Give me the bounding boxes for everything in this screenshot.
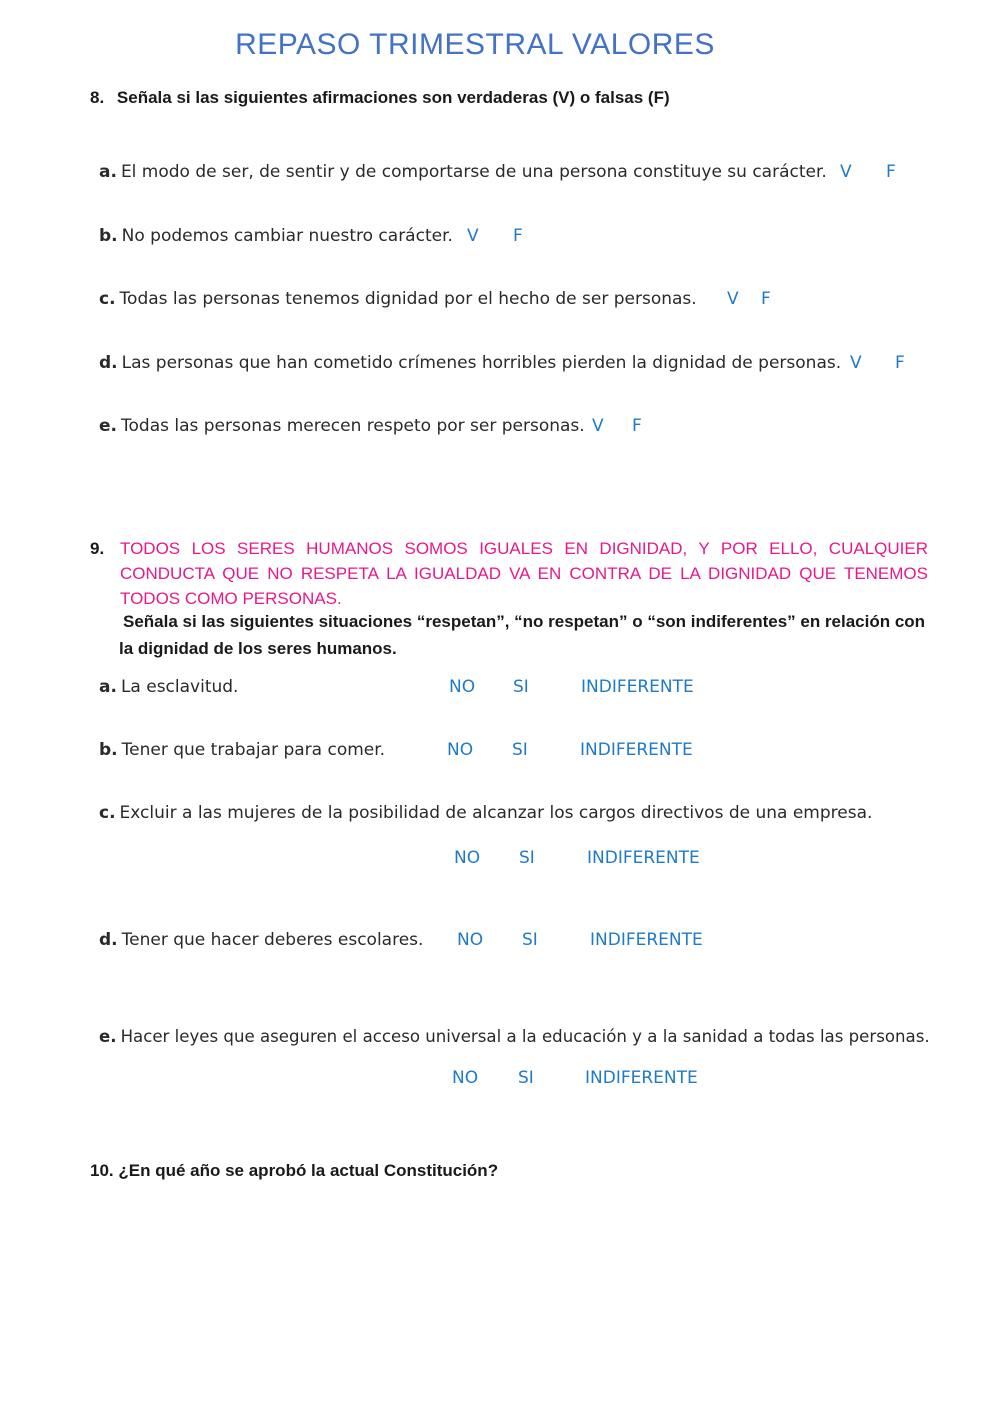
q8-item-b-letter: b.	[99, 226, 118, 246]
q9-c-indiferente-option[interactable]: INDIFERENTE	[587, 848, 700, 868]
q8-item-c	[99, 289, 697, 309]
q9-d-indiferente-option[interactable]: INDIFERENTE	[590, 930, 703, 950]
q9-b-indiferente-option[interactable]: INDIFERENTE	[580, 740, 693, 760]
q8-item-d-text: Las personas que han cometido crímenes horribles pierden la dignidad de personas.	[121, 353, 842, 373]
question-8-prompt: Señala si las siguientes afirmaciones son verdaderas (V) o falsas (F)	[116, 88, 670, 107]
question-10-number: 10.	[90, 1161, 114, 1180]
q8-item-c-letter: c.	[99, 289, 116, 309]
q9-a-indiferente-option[interactable]: INDIFERENTE	[581, 677, 694, 697]
question-9-number: 9.	[90, 539, 105, 558]
q9-item-c-text: Excluir a las mujeres de la posibilidad de alcanzar los cargos directivos de una empresa.	[119, 803, 873, 823]
q9-d-no-option[interactable]: NO	[457, 930, 484, 950]
q9-item-a-text: La esclavitud.	[120, 677, 239, 697]
q9-b-no-option[interactable]: NO	[447, 740, 474, 760]
q8-a-false-option[interactable]: F	[886, 162, 896, 182]
q9-b-si-option[interactable]: SI	[512, 740, 528, 760]
q9-item-c	[99, 803, 872, 823]
q8-item-e	[99, 416, 585, 436]
q9-item-b-letter: b.	[99, 740, 118, 760]
q9-c-no-option[interactable]: NO	[454, 848, 481, 868]
question-9-instruction: Señala si las siguientes situaciones “respetan”, “no respetan” o “son indiferentes” en relación con la dignidad de los seres humanos.	[119, 612, 926, 658]
q9-item-b-text: Tener que trabajar para comer.	[121, 740, 386, 760]
q9-item-a	[99, 677, 238, 697]
q9-e-si-option[interactable]: SI	[518, 1068, 534, 1088]
q8-item-a-text: El modo de ser, de sentir y de comportarse de una persona constituye su carácter.	[120, 162, 827, 182]
q8-e-false-option[interactable]: F	[632, 416, 642, 436]
q9-e-no-option[interactable]: NO	[452, 1068, 479, 1088]
question-8-number: 8.	[90, 88, 105, 107]
page-title: REPASO TRIMESTRAL VALORES	[235, 28, 715, 61]
q8-b-true-option[interactable]: V	[467, 226, 479, 246]
q8-item-b	[99, 226, 453, 246]
q8-item-d	[99, 353, 841, 373]
q8-item-a	[99, 162, 827, 182]
q9-item-b	[99, 740, 385, 760]
q9-item-d-text: Tener que hacer deberes escolares.	[121, 930, 424, 950]
q8-item-a-letter: a.	[99, 162, 117, 182]
q8-d-true-option[interactable]: V	[850, 353, 862, 373]
q8-c-true-option[interactable]: V	[727, 289, 739, 309]
q9-item-d	[99, 930, 423, 950]
q9-item-d-letter: d.	[99, 930, 118, 950]
q8-e-true-option[interactable]: V	[592, 416, 604, 436]
q9-item-e-letter: e.	[99, 1027, 117, 1046]
q9-a-no-option[interactable]: NO	[449, 677, 476, 697]
q8-item-e-letter: e.	[99, 416, 117, 436]
question-8-heading	[90, 88, 670, 108]
q9-a-si-option[interactable]: SI	[513, 677, 529, 697]
q9-c-si-option[interactable]: SI	[519, 848, 535, 868]
q8-a-true-option[interactable]: V	[840, 162, 852, 182]
question-9-statement: TODOS LOS SERES HUMANOS SOMOS IGUALES EN DIGNIDAD, Y POR ELLO, CUALQUIER CONDUCTA QUE NO RESPETA LA IGUALDAD VA EN CONTRA DE LA DIGNIDAD QUE TENEMOS TODOS COMO PERSONAS.	[120, 539, 928, 608]
q9-e-indiferente-option[interactable]: INDIFERENTE	[585, 1068, 698, 1088]
q8-d-false-option[interactable]: F	[895, 353, 905, 373]
q8-item-d-letter: d.	[99, 353, 118, 373]
q9-item-c-letter: c.	[99, 803, 116, 823]
q8-c-false-option[interactable]: F	[761, 289, 771, 309]
q9-item-e	[99, 1027, 930, 1046]
q9-item-a-letter: a.	[99, 677, 117, 697]
q8-item-c-text: Todas las personas tenemos dignidad por el hecho de ser personas.	[119, 289, 697, 309]
q8-item-e-text: Todas las personas merecen respeto por ser personas.	[121, 416, 585, 436]
q9-d-si-option[interactable]: SI	[522, 930, 538, 950]
q9-item-e-text: Hacer leyes que aseguren el acceso universal a la educación y a la sanidad a todas las personas.	[120, 1027, 930, 1046]
q8-b-false-option[interactable]: F	[513, 226, 523, 246]
question-10-heading	[90, 1161, 498, 1181]
question-10-prompt: ¿En qué año se aprobó la actual Constitución?	[118, 1161, 499, 1180]
q8-item-b-text: No podemos cambiar nuestro carácter.	[121, 226, 453, 246]
